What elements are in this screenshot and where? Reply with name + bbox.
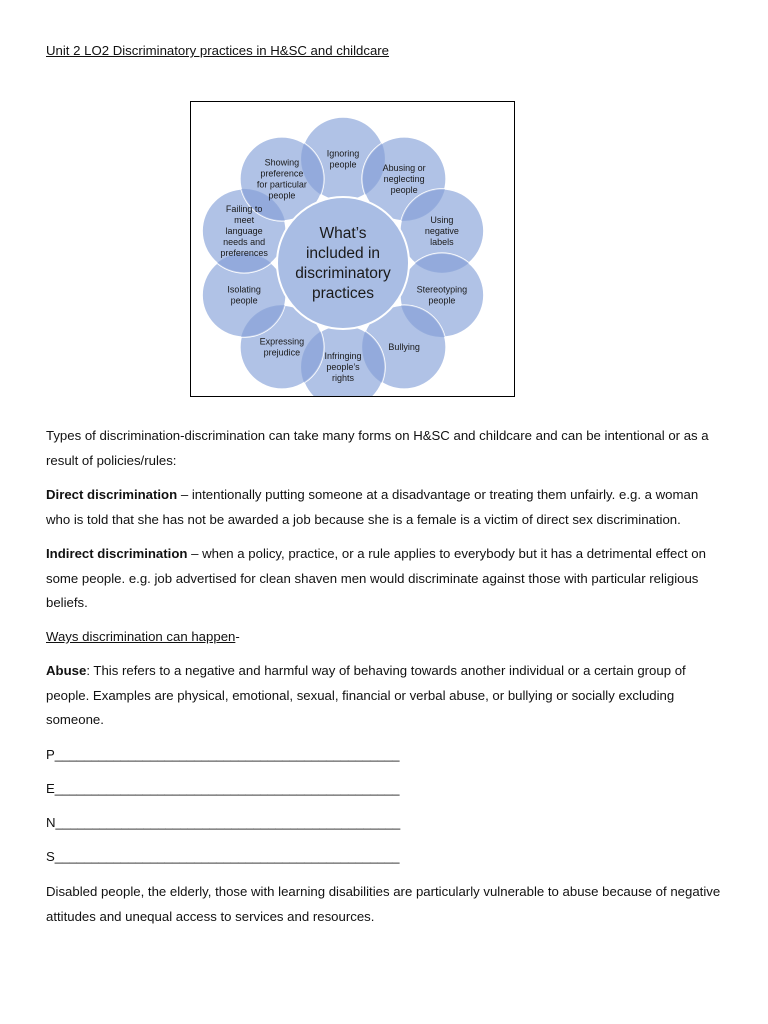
petal-label-line: Infringing [324, 351, 362, 361]
direct-discrimination-paragraph [46, 483, 726, 532]
petal-label-line: rights [331, 373, 355, 383]
petal-label-7 [227, 285, 261, 306]
petal-label-line: Isolating [227, 284, 261, 295]
page-title: Unit 2 LO2 Discriminatory practices in H&SC and childcare [46, 43, 390, 58]
petal-label-line: Using [430, 214, 454, 225]
petal-label-8 [220, 204, 268, 258]
petal-label-0 [327, 149, 360, 170]
center-label-line: discriminatory [295, 265, 391, 282]
petal-label-line: people’s [326, 362, 360, 372]
ways-heading [46, 625, 726, 650]
ways-heading-suffix: - [235, 629, 240, 644]
petal-label-line: meet [234, 214, 255, 225]
intro-paragraph: Types of discrimination-discrimination can take many forms on H&SC and childcare and can be intentional or as a result of policies/rules: [46, 428, 709, 468]
center-label-line: practices [311, 285, 375, 302]
abuse-text: : This refers to a negative and harmful way of behaving towards another individual or a certain group of people. Examples are physical, emotional, sexual, financial or verbal abuse, or bullying or socially excluding someone. [46, 663, 686, 727]
petal-label-line: Abusing or [382, 162, 426, 173]
petal-label-line: people [268, 190, 296, 201]
indirect-discrimination-term: Indirect discrimination [46, 546, 188, 561]
petal-label-4 [388, 342, 420, 352]
petal-label-line: for particular [256, 179, 307, 190]
petal-label-line: preferences [220, 247, 268, 258]
petal-label-line: negative [424, 225, 459, 236]
blank-line-e: E_______________________________________________ [46, 781, 400, 796]
petal-label-line: Stereotyping [416, 284, 468, 295]
diagram-svg [191, 102, 514, 396]
closing-paragraph: Disabled people, the elderly, those with learning disabilities are particularly vulnerable to abuse because of negative attitudes and unequal access to services and resources. [46, 884, 721, 924]
center-label-line: What’s [319, 225, 367, 242]
indirect-discrimination-paragraph [46, 542, 726, 616]
center-circle [277, 197, 409, 329]
blank-line-n: N_______________________________________________ [46, 815, 401, 830]
direct-discrimination-text: – intentionally putting someone at a disadvantage or treating them unfairly. e.g. a woman who is told that she has not be awarded a job because she is a female is a victim of direct sex discrimination. [46, 487, 699, 527]
discriminatory-practices-diagram [190, 101, 515, 397]
petal-label-line: language [225, 225, 263, 236]
center-label-line: included in [305, 245, 381, 262]
direct-discrimination-term: Direct discrimination [46, 487, 178, 502]
petal-label-line: neglecting [383, 173, 425, 184]
blank-line-p: P_______________________________________________ [46, 747, 400, 762]
ways-heading-text: Ways discrimination can happen [46, 629, 236, 644]
petal-label-line: Expressing [259, 336, 305, 347]
petal-label-line: Ignoring [326, 148, 360, 159]
indirect-discrimination-text: – when a policy, practice, or a rule applies to everybody but it has a detrimental effect on some people. e.g. job advertised for clean shaven men would discriminate against those with particular religious beliefs. [46, 546, 706, 610]
petal-label-line: people [230, 295, 258, 306]
petal-label-line: labels [430, 236, 454, 247]
petal-label-6 [260, 337, 305, 358]
petal-label-line: needs and [223, 236, 266, 247]
petal-label-line: people [329, 159, 357, 170]
petal-label-line: people [428, 295, 456, 306]
petal-label-line: Showing [264, 157, 300, 168]
petal-label-line: people [390, 184, 418, 195]
blank-line-s: S_______________________________________________ [46, 849, 400, 864]
petal-label-line: prejudice [263, 347, 301, 358]
abuse-paragraph [46, 659, 726, 733]
petal-label-line: preference [260, 168, 304, 179]
petal-label-line: Bullying [388, 342, 420, 353]
abuse-term: Abuse [46, 663, 87, 678]
petal-label-line: Failing to [225, 203, 263, 214]
